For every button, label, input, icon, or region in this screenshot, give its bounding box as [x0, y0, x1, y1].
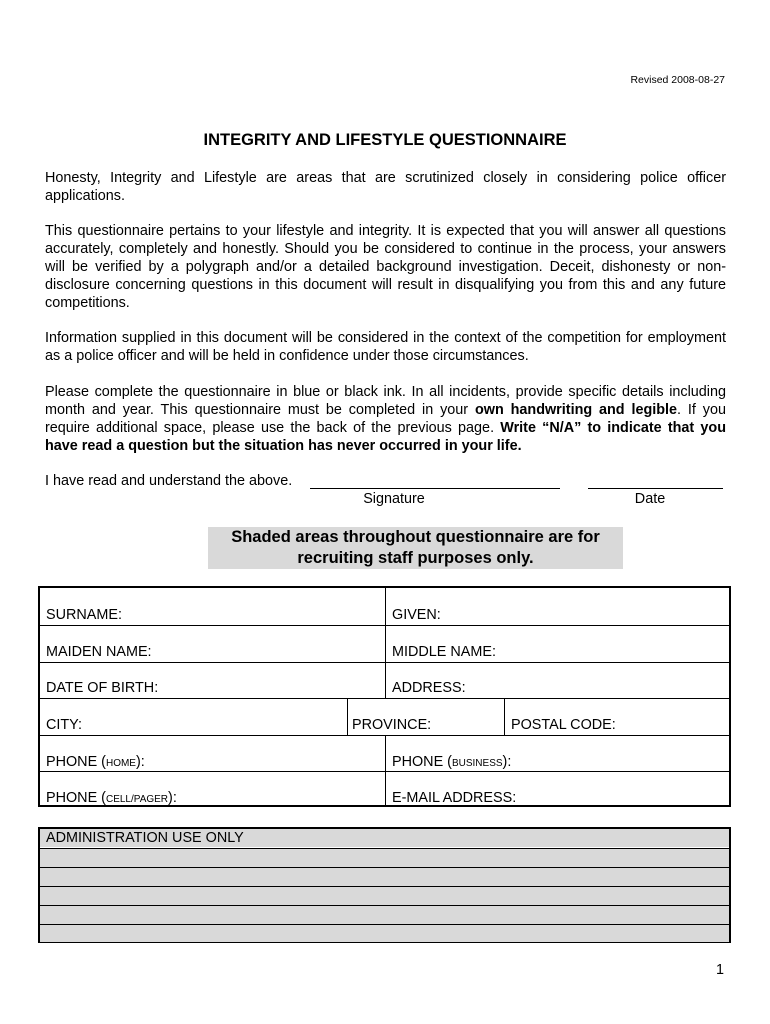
- phone-business-suffix: ):: [502, 754, 512, 770]
- phone-business-field[interactable]: [392, 754, 511, 770]
- shaded-note-line-2: recruiting staff purposes only.: [297, 549, 534, 567]
- admin-row: [40, 867, 729, 886]
- phone-cell-suffix: ):: [168, 790, 177, 806]
- form-column-divider: [504, 698, 505, 735]
- intro-paragraph-2: This questionnaire pertains to your lifestyle and integrity. It is expected that you will answer all questions accurately, completely and honestly. Should you be considered to continue in the process, your answers will be verified by a polygraph and/or a detailed background investigation. Deceit, dishonesty or non-disclosure concerning questions in this document will result in disqualifying you from this and any future competitions.: [45, 223, 726, 311]
- phone-home-type: HOME: [105, 758, 136, 769]
- instructions-text-1: Please complete the questionnaire in blue or black ink. In all incidents, provide specific details including month and year. This questionnaire must be completed in your: [45, 384, 726, 418]
- form-column-divider: [385, 735, 386, 807]
- administration-use-table: [38, 827, 731, 943]
- given-name-field[interactable]: GIVEN:: [392, 607, 441, 623]
- maiden-name-field[interactable]: MAIDEN NAME:: [46, 644, 152, 660]
- phone-cell-field[interactable]: [46, 790, 177, 806]
- phone-home-suffix: ):: [135, 754, 145, 770]
- revised-date: Revised 2008-08-27: [630, 74, 725, 86]
- surname-field[interactable]: SURNAME:: [46, 607, 122, 623]
- phone-home-field[interactable]: [46, 754, 145, 770]
- form-column-divider: [347, 698, 348, 735]
- admin-row: [40, 886, 729, 905]
- admin-title: ADMINISTRATION USE ONLY: [46, 830, 244, 846]
- acknowledge-text: I have read and understand the above.: [45, 473, 293, 489]
- date-line[interactable]: [588, 488, 723, 489]
- page-number: 1: [715, 962, 724, 978]
- applicant-info-form: [38, 586, 731, 807]
- admin-row: [40, 924, 729, 942]
- form-row-divider: [40, 698, 729, 699]
- form-column-divider: [385, 588, 386, 698]
- shaded-areas-note: [208, 527, 623, 569]
- signature-label: Signature: [363, 491, 425, 507]
- address-field[interactable]: ADDRESS:: [392, 680, 466, 696]
- phone-business-type: BUSINESS: [451, 758, 503, 769]
- instructions-bold-handwriting: own handwriting and legible: [474, 402, 678, 418]
- postal-code-field[interactable]: POSTAL CODE:: [511, 717, 616, 733]
- phone-cell-type: CELL/PAGER: [105, 794, 169, 805]
- instructions-paragraph: [45, 383, 726, 455]
- date-label: Date: [634, 491, 666, 507]
- page-title: INTEGRITY AND LIFESTYLE QUESTIONNAIRE: [203, 131, 567, 149]
- city-field[interactable]: CITY:: [46, 717, 82, 733]
- middle-name-field[interactable]: MIDDLE NAME:: [392, 644, 496, 660]
- instructions-bold-na: Write “N/A” to indicate that you have read a question but the situation has never occurred in your life.: [45, 420, 726, 454]
- admin-row: [40, 848, 729, 867]
- admin-row: [40, 905, 729, 924]
- instructions-text-2: . If you require additional space, please use the back of the previous page.: [45, 402, 726, 436]
- phone-home-prefix: PHONE (: [46, 754, 106, 770]
- phone-cell-prefix: PHONE (: [46, 790, 106, 806]
- signature-line[interactable]: [310, 488, 560, 489]
- shaded-note-line-1: Shaded areas throughout questionnaire are for: [231, 528, 600, 546]
- province-field[interactable]: PROVINCE:: [352, 717, 432, 733]
- date-of-birth-field[interactable]: DATE OF BIRTH:: [46, 680, 159, 696]
- phone-business-prefix: PHONE (: [392, 754, 452, 770]
- intro-paragraph-3: Information supplied in this document will be considered in the context of the competition for employment as a police officer and will be held in confidence under those circumstances.: [45, 330, 726, 364]
- email-address-field[interactable]: E-MAIL ADDRESS:: [392, 790, 517, 806]
- intro-paragraph-1: Honesty, Integrity and Lifestyle are areas that are scrutinized closely in considering police officer applications.: [45, 170, 726, 204]
- admin-row: [40, 829, 729, 847]
